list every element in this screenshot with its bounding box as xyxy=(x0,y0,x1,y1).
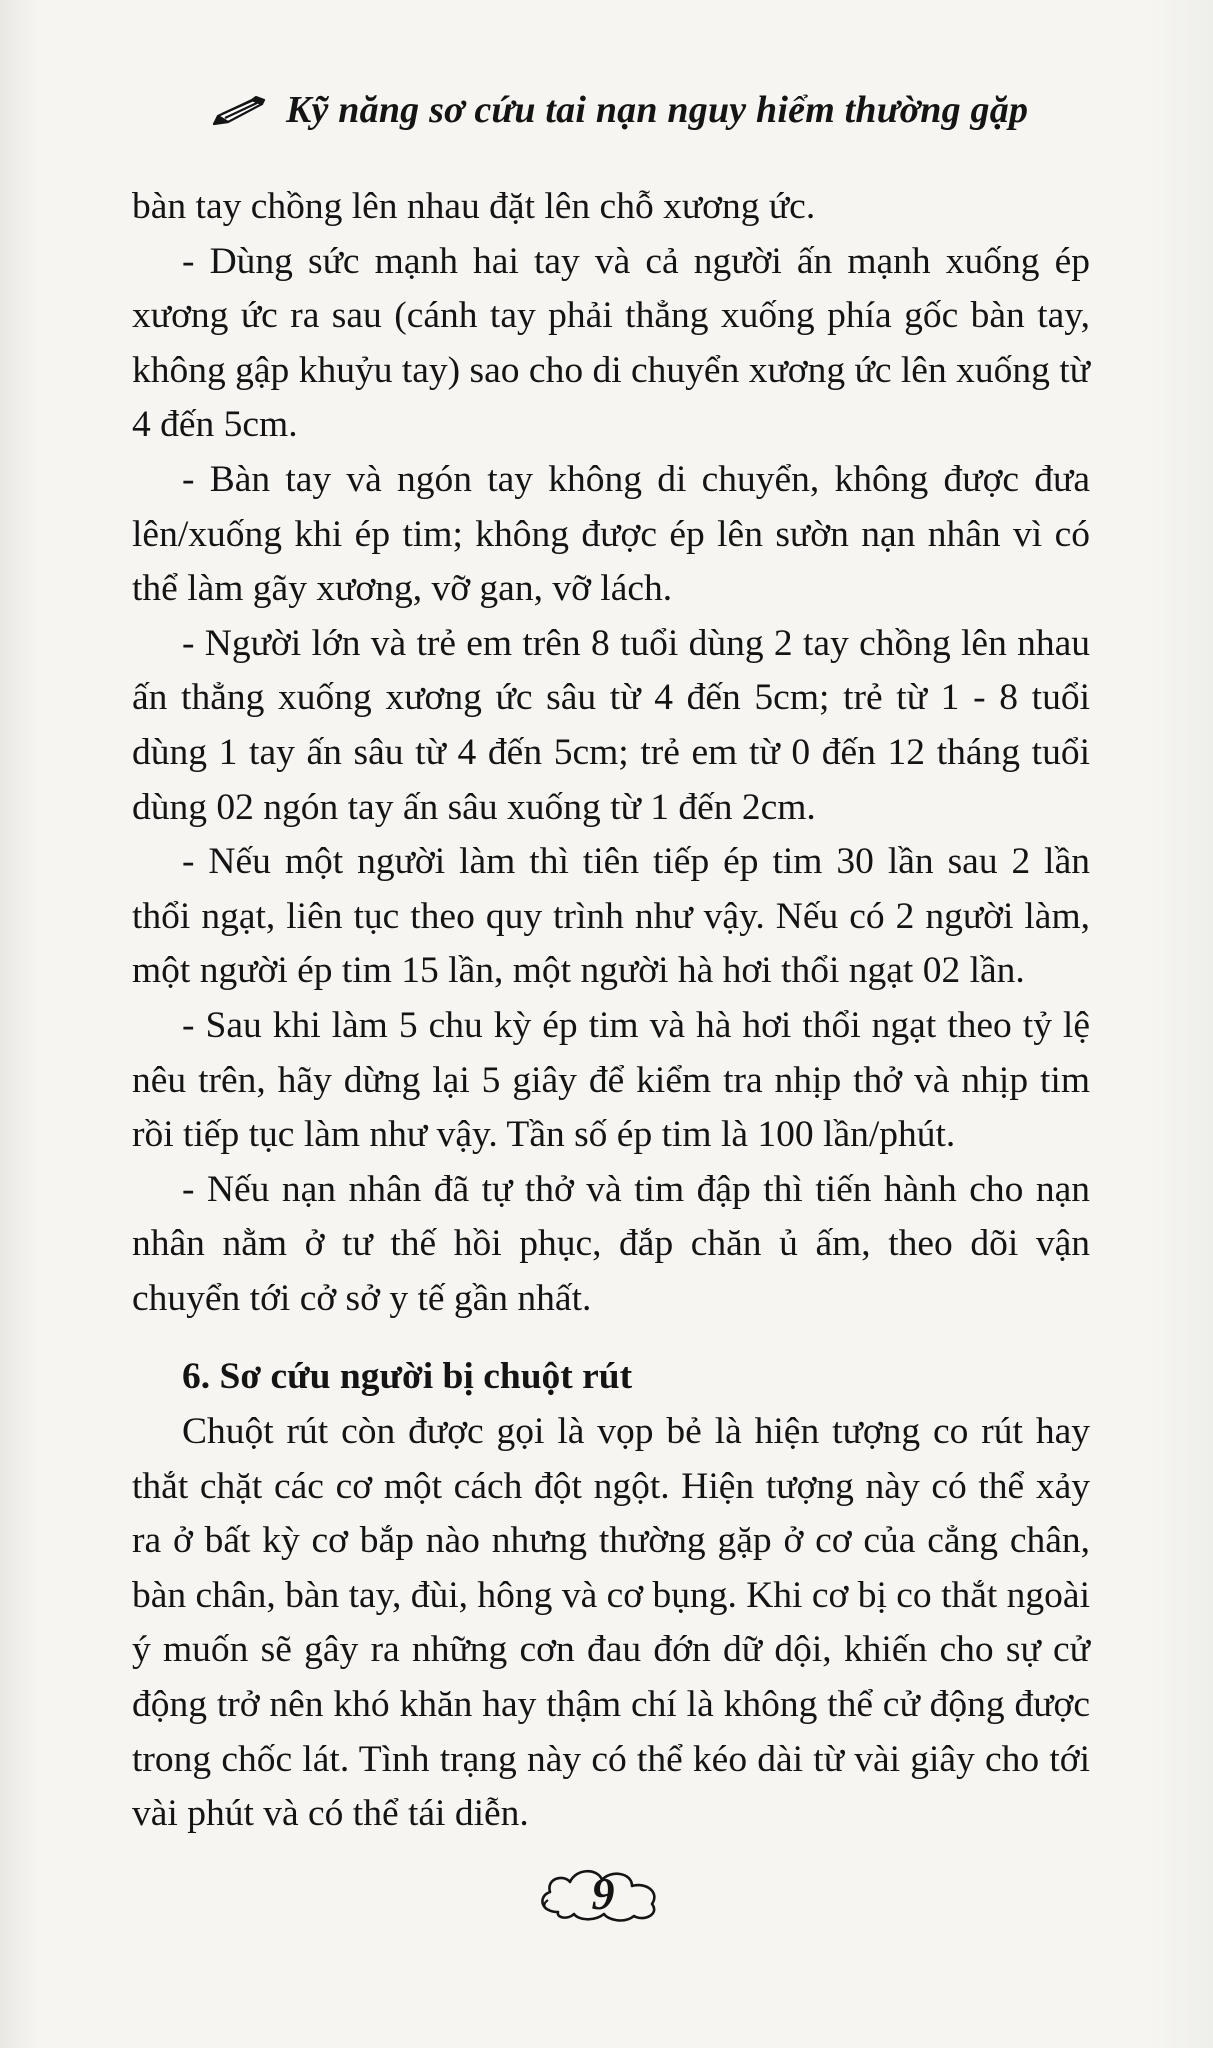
section-heading: 6. Sơ cứu người bị chuột rút xyxy=(182,1356,633,1398)
page-body xyxy=(132,180,1090,1842)
paragraph: - Sau khi làm 5 chu kỳ ép tim và hà hơi thổi ngạt theo tỷ lệ nêu trên, hãy dừng lại 5 giây để kiểm tra nhịp thở và nhịp tim rồi tiếp tục làm như vậy. Tần số ép tim là 100 lần/phút. xyxy=(132,1004,1090,1156)
paragraph: - Người lớn và trẻ em trên 8 tuổi dùng 2 tay chồng lên nhau ấn thẳng xuống xương ức sâu từ 4 đến 5cm; trẻ từ 1 - 8 tuổi dùng 1 tay ấn sâu từ 4 đến 5cm; trẻ em từ 0 đến 12 tháng tuổi dùng 02 ngón tay ấn sâu xuống từ 1 đến 2cm. xyxy=(132,622,1090,828)
section-paragraph: Chuột rút còn được gọi là vọp bẻ là hiện tượng co rút hay thắt chặt các cơ một cách đột ngột. Hiện tượng này có thể xảy ra ở bất kỳ cơ bắp nào nhưng thường gặp ở cơ của cẳng chân, bàn chân, bàn tay, đùi, hông và cơ bụng. Khi cơ bị co thắt ngoài ý muốn sẽ gây ra những cơn đau đớn dữ dội, khiến cho sự cử động trở nên khó khăn hay thậm chí là không thể cử động được trong chốc lát. Tình trạng này có thể kéo dài từ vài giây cho tới vài phút và có thể tái diễn. xyxy=(132,1411,1090,1835)
paragraph: bàn tay chồng lên nhau đặt lên chỗ xương ức. xyxy=(132,186,816,227)
header-title: Kỹ năng sơ cứu tai nạn nguy hiểm thường gặp xyxy=(286,89,1029,131)
paragraph: - Nếu nạn nhân đã tự thở và tim đập thì tiến hành cho nạn nhân nằm ở tư thế hồi phục, đắp chăn ủ ấm, theo dõi vận chuyển tới cở sở y tế gần nhất. xyxy=(132,1168,1090,1319)
paragraph: - Nếu một người làm thì tiên tiếp ép tim 30 lần sau 2 lần thổi ngạt, liên tục theo quy trình như vậy. Nếu có 2 người làm, một người ép tim 15 lần, một người hà hơi thổi ngạt 02 lần. xyxy=(132,841,1090,992)
running-header xyxy=(212,88,1092,132)
paragraph: - Dùng sức mạnh hai tay và cả người ấn mạnh xuống ép xương ức ra sau (cánh tay phải thẳng xuống phía gốc bàn tay, không gập khuỷu tay) sao cho di chuyển xương ức lên xuống từ 4 đến 5cm. xyxy=(132,240,1090,446)
paragraph: - Bàn tay và ngón tay không di chuyển, không được đưa lên/xuống khi ép tim; không được ép lên sườn nạn nhân vì có thể làm gãy xương, vỡ gan, vỡ lách. xyxy=(132,458,1090,610)
page-number-badge xyxy=(528,1860,678,1930)
page-number: 9 xyxy=(591,1868,615,1919)
pen-icon xyxy=(212,94,268,126)
